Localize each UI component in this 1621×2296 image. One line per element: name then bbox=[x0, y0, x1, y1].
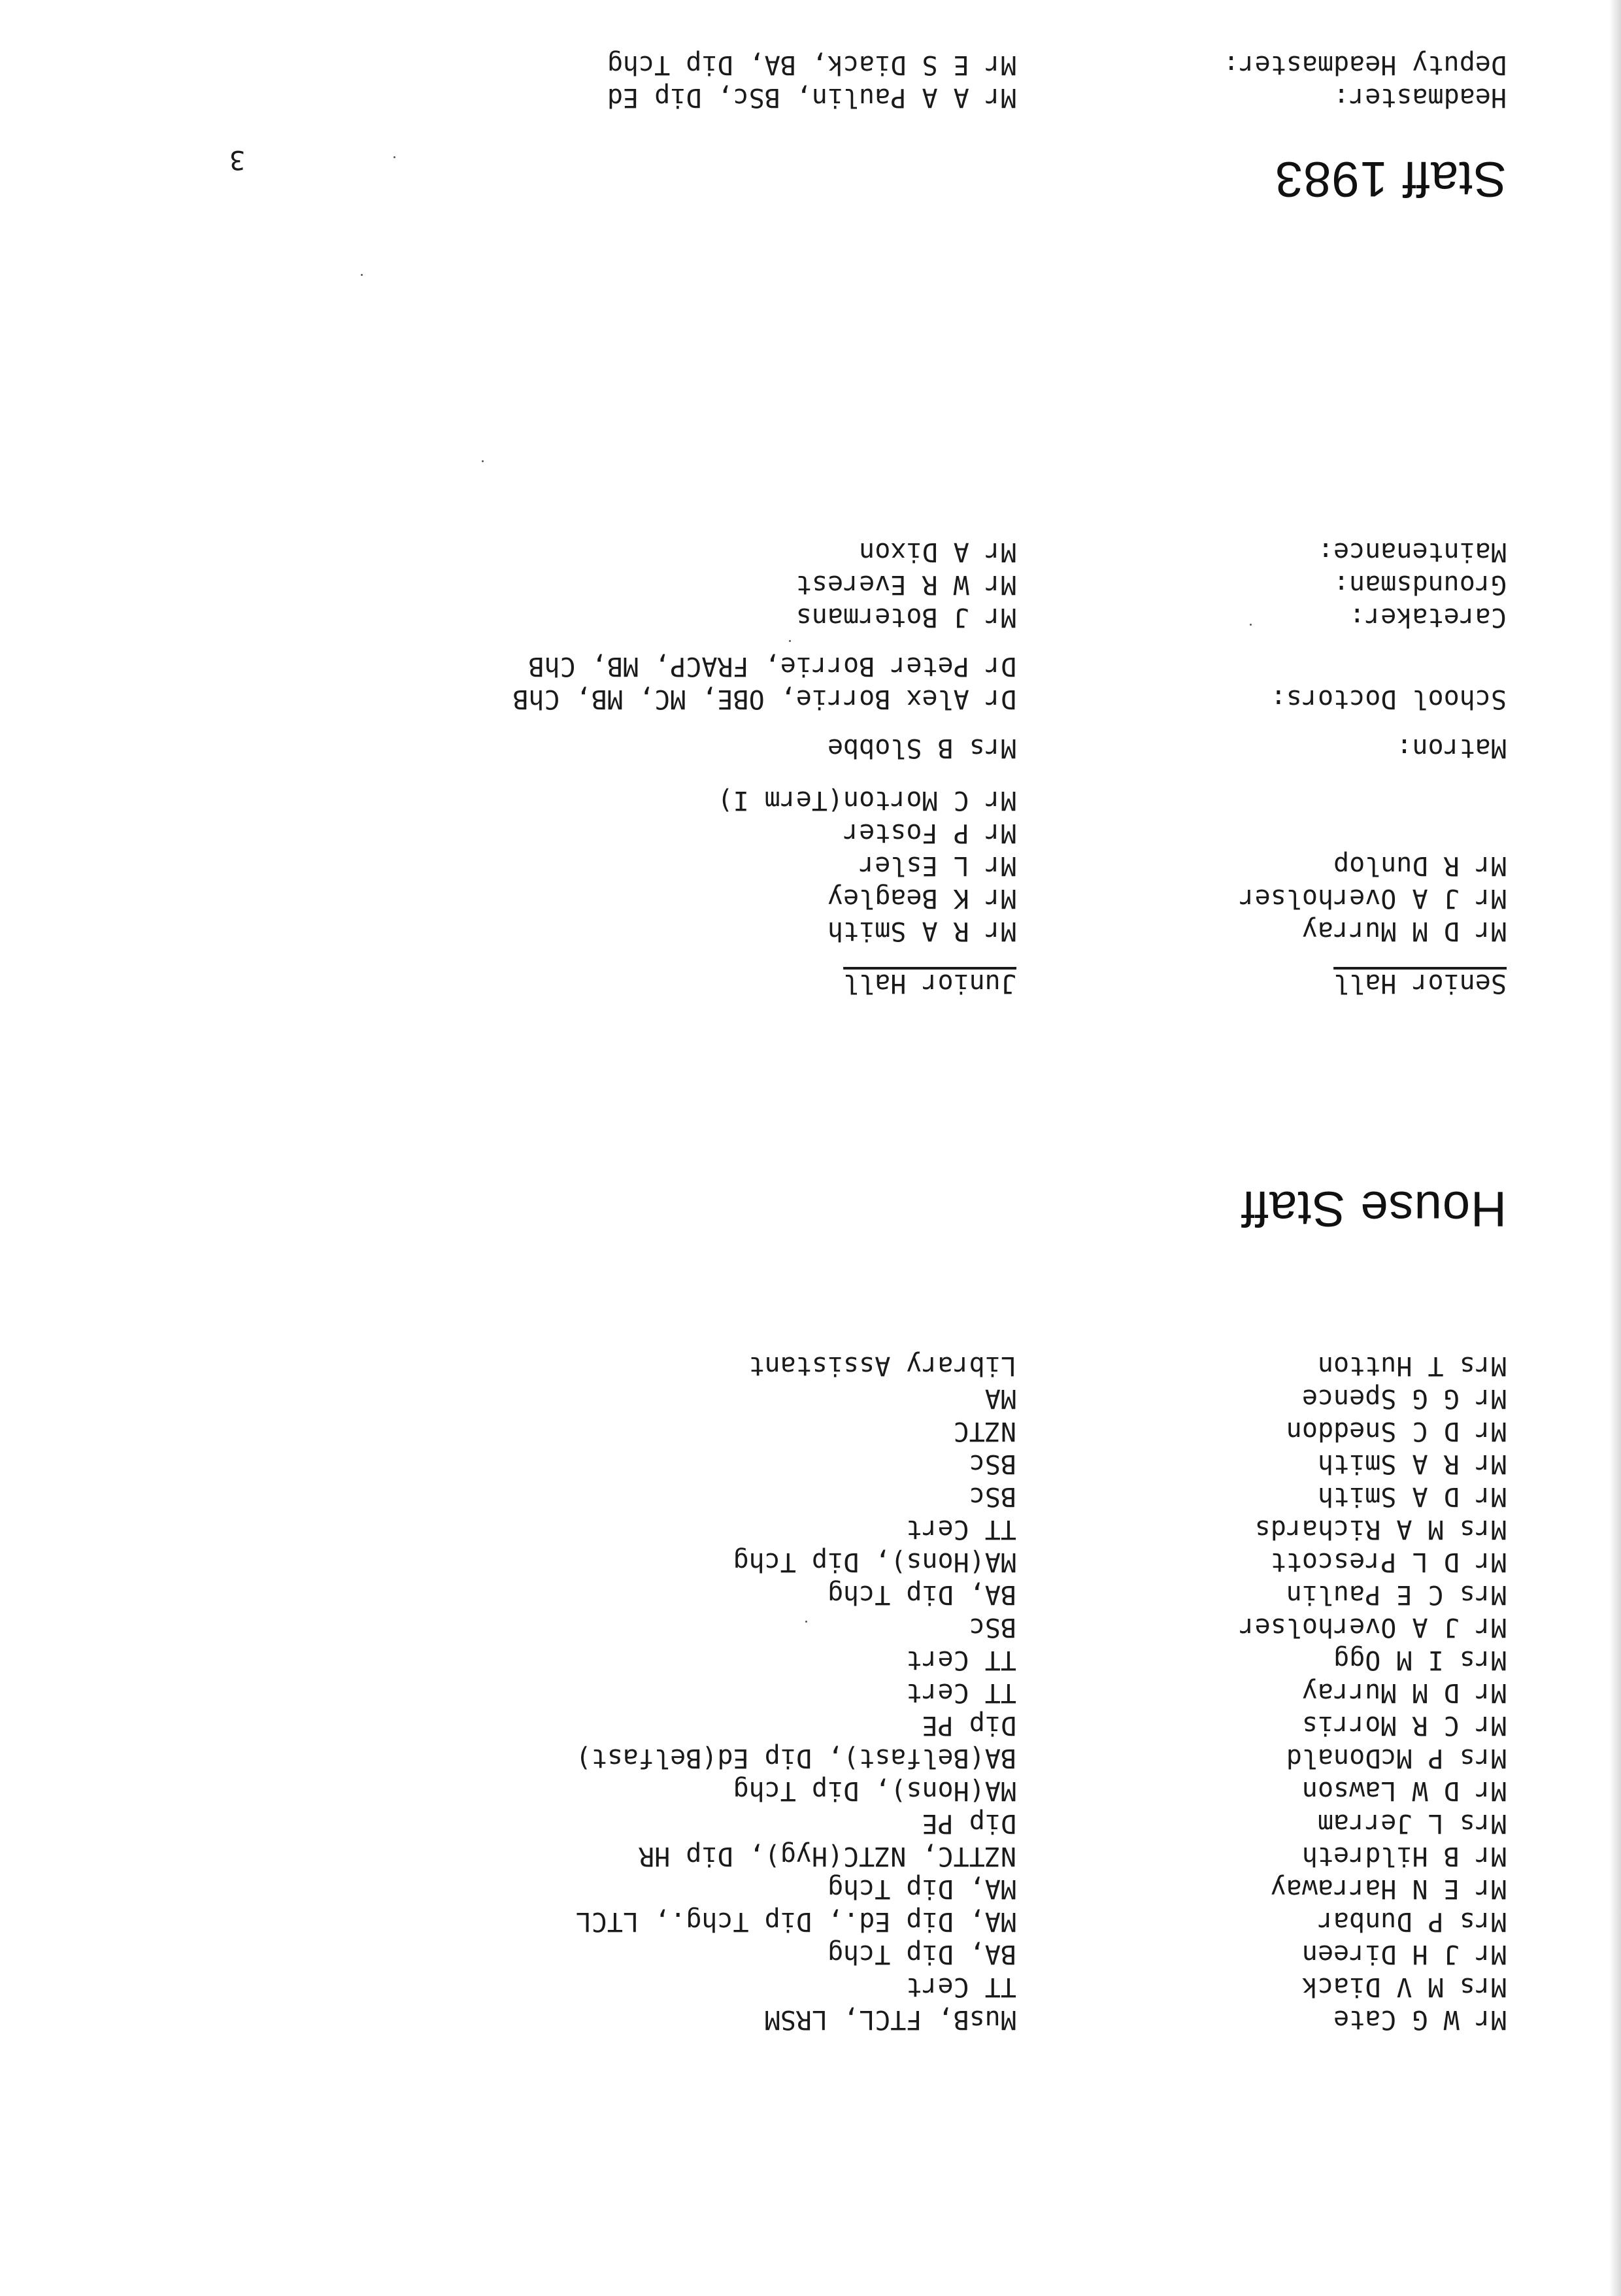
senior-hall-heading: Senior Hall bbox=[1333, 968, 1507, 998]
staff-qualification: MA(Hons), Dip Tchg bbox=[733, 1776, 1016, 1806]
staff-name: Mrs M A Richards bbox=[1254, 1514, 1507, 1544]
doctors-label: School Doctors: bbox=[1270, 684, 1507, 714]
caretaker-name: Mr J Botermans bbox=[795, 602, 1016, 632]
staff-name: Mrs M V Diack bbox=[1301, 1972, 1507, 2002]
hall-member: Mr J A Overholser bbox=[1239, 883, 1507, 913]
staff-qualification: BSc bbox=[969, 1612, 1016, 1642]
staff-qualification: BSc bbox=[969, 1481, 1016, 1511]
groundsman-name: Mr W R Everest bbox=[795, 569, 1016, 599]
staff-qualification: TT Cert bbox=[906, 1645, 1016, 1675]
staff-qualification: BSc bbox=[969, 1449, 1016, 1479]
staff-name: Mrs P Dunbar bbox=[1318, 1906, 1507, 1936]
staff-name: Mr G G Spence bbox=[1301, 1383, 1507, 1413]
staff-name: Mr R A Smith bbox=[1318, 1449, 1507, 1479]
junior-hall-heading: Junior Hall bbox=[843, 968, 1016, 998]
matron-name: Mrs B Slobbe bbox=[827, 733, 1016, 763]
staff-name: Mr E N Harraway bbox=[1270, 1874, 1507, 1904]
staff-name: Mr J A Overholser bbox=[1239, 1612, 1507, 1642]
staff-name: Mr J H Direen bbox=[1301, 1939, 1507, 1969]
staff-qualification: MA bbox=[984, 1383, 1016, 1413]
staff-qualification: MusB, FTCL, LRSM bbox=[764, 2004, 1016, 2034]
staff-name: Mr C R Morris bbox=[1301, 1710, 1507, 1740]
staff-qualification: Dip PE bbox=[922, 1808, 1016, 1838]
scan-speck bbox=[805, 1621, 807, 1623]
staff-qualification: MA, Dip Ed., Dip Tchg., LTCL bbox=[575, 1906, 1016, 1936]
staff-qualification: TT Cert bbox=[906, 1678, 1016, 1708]
staff-title: Staff 1983 bbox=[1274, 151, 1507, 207]
staff-name: Mrs P McDonald bbox=[1286, 1743, 1507, 1773]
page-number: 3 bbox=[229, 144, 245, 175]
hall-member: Mr P Foster bbox=[843, 818, 1016, 848]
staff-name: Mr D M Murray bbox=[1301, 1678, 1507, 1708]
matron-label: Matron: bbox=[1396, 733, 1507, 763]
hall-member: Mr R Dunlop bbox=[1333, 851, 1507, 881]
staff-name: Mrs L Jerram bbox=[1318, 1808, 1507, 1838]
staff-qualification: NZTTC, NZTC(Hyg), Dip HR bbox=[639, 1841, 1016, 1871]
deputy-label: Deputy Headmaster: bbox=[1223, 50, 1507, 80]
staff-name: Mr D W Lawson bbox=[1301, 1776, 1507, 1806]
staff-name: Mr W G Cate bbox=[1333, 2004, 1507, 2034]
staff-qualification: BA(Belfast), Dip Ed(Belfast) bbox=[575, 1743, 1016, 1773]
staff-qualification: Library Assistant bbox=[748, 1351, 1016, 1381]
maintenance-label: Maintenance: bbox=[1318, 537, 1507, 567]
scan-speck bbox=[1250, 624, 1252, 626]
headmaster-name: Mr A A Paulin, BSc, Dip Ed bbox=[607, 82, 1016, 112]
staff-name: Mrs I M Ogg bbox=[1333, 1645, 1507, 1675]
staff-name: Mrs T Hutton bbox=[1318, 1351, 1507, 1381]
scan-speck bbox=[789, 640, 791, 642]
scan-speck bbox=[482, 460, 484, 462]
staff-name: Mr D A Smith bbox=[1318, 1481, 1507, 1511]
staff-qualification: MA(Hons), Dip Tchg bbox=[733, 1547, 1016, 1577]
headmaster-label: Headmaster: bbox=[1333, 82, 1507, 112]
staff-name: Mrs C E Paulin bbox=[1286, 1579, 1507, 1610]
hall-member: Mr R A Smith bbox=[827, 916, 1016, 946]
hall-member: Mr C Morton(Term I) bbox=[717, 785, 1016, 815]
house-staff-title: House Staff bbox=[1241, 1181, 1507, 1236]
hall-member: Mr K Beagley bbox=[827, 883, 1016, 913]
deputy-name: Mr E S Diack, BA, Dip Tchg bbox=[607, 50, 1016, 80]
staff-qualification: BA, Dip Tchg bbox=[827, 1579, 1016, 1610]
staff-qualification: TT Cert bbox=[906, 1514, 1016, 1544]
staff-qualification: NZTC bbox=[953, 1416, 1016, 1446]
groundsman-label: Groundsman: bbox=[1333, 569, 1507, 599]
maintenance-name: Mr A Dixon bbox=[859, 537, 1016, 567]
staff-name: Mr D C Sneddon bbox=[1286, 1416, 1507, 1446]
doctor-1: Dr Alex Borrie, OBE, MC, MB, ChB bbox=[512, 684, 1016, 714]
staff-qualification: MA, Dip Tchg bbox=[827, 1874, 1016, 1904]
senior-hall-list bbox=[1239, 848, 1507, 946]
doctor-2: Dr Peter Borrie, FRACP, MB, ChB bbox=[528, 651, 1016, 681]
staff-name: Mr B Hildreth bbox=[1301, 1841, 1507, 1871]
junior-hall-list bbox=[717, 783, 1016, 946]
hall-member: Mr D M Murray bbox=[1301, 916, 1507, 946]
scan-speck bbox=[393, 156, 395, 158]
staff-qualification: Dip PE bbox=[922, 1710, 1016, 1740]
staff-qualification: TT Cert bbox=[906, 1972, 1016, 2002]
scan-speck bbox=[361, 274, 363, 276]
staff-qualification: BA, Dip Tchg bbox=[827, 1939, 1016, 1969]
staff-name: Mr D L Prescott bbox=[1270, 1547, 1507, 1577]
caretaker-label: Caretaker: bbox=[1349, 602, 1507, 632]
hall-member: Mr L Esler bbox=[859, 851, 1016, 881]
